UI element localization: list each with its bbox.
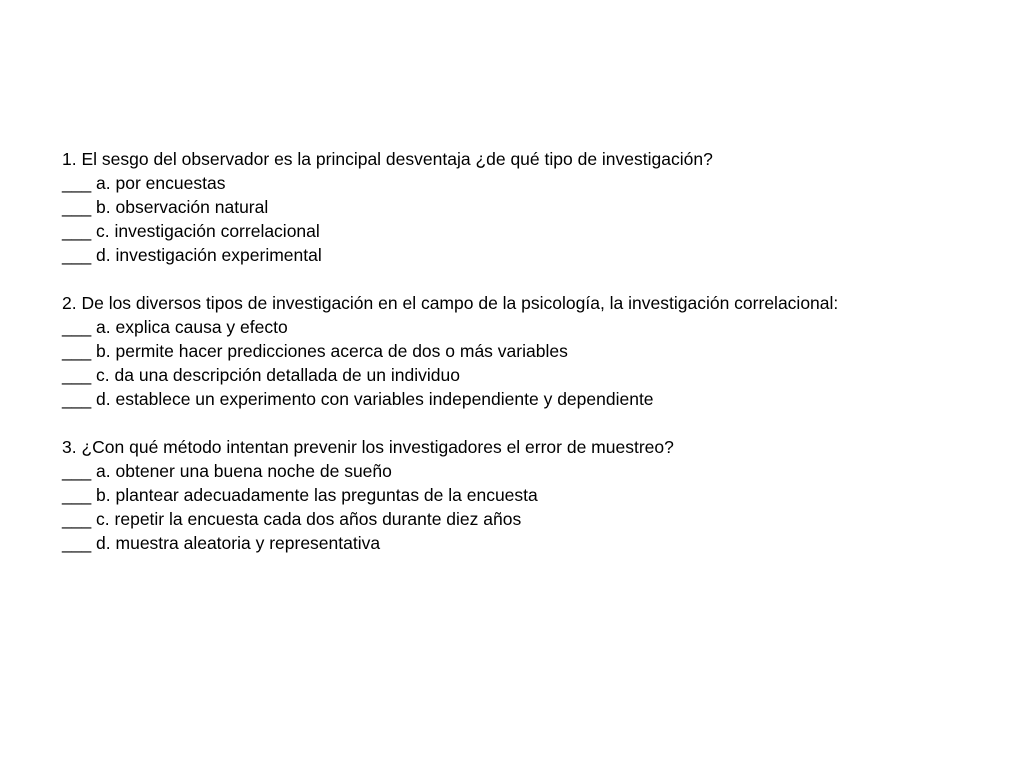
answer-option-d: ___ d. muestra aleatoria y representativa [62,533,381,553]
question-2 [62,291,1002,411]
question-text: 3. ¿Con qué método intentan prevenir los investigadores el error de muestreo? [62,437,674,457]
answer-option-b: ___ b. plantear adecuadamente las preguntas de la encuesta [62,485,538,505]
answer-option-c: ___ c. da una descripción detallada de un individuo [62,365,460,385]
quiz-content [62,147,1002,555]
answer-option-d: ___ d. establece un experimento con variables independiente y dependiente [62,389,654,409]
answer-option-c: ___ c. investigación correlacional [62,221,320,241]
answer-option-d: ___ d. investigación experimental [62,245,322,265]
question-3 [62,435,1002,555]
question-text: 2. De los diversos tipos de investigación en el campo de la psicología, la investigación correlacional: [62,293,839,313]
question-text: 1. El sesgo del observador es la principal desventaja ¿de qué tipo de investigación? [62,149,713,169]
question-1 [62,147,1002,267]
answer-option-a: ___ a. explica causa y efecto [62,317,288,337]
answer-option-a: ___ a. por encuestas [62,173,226,193]
answer-option-a: ___ a. obtener una buena noche de sueño [62,461,392,481]
answer-option-b: ___ b. observación natural [62,197,269,217]
answer-option-b: ___ b. permite hacer predicciones acerca de dos o más variables [62,341,568,361]
answer-option-c: ___ c. repetir la encuesta cada dos años durante diez años [62,509,522,529]
